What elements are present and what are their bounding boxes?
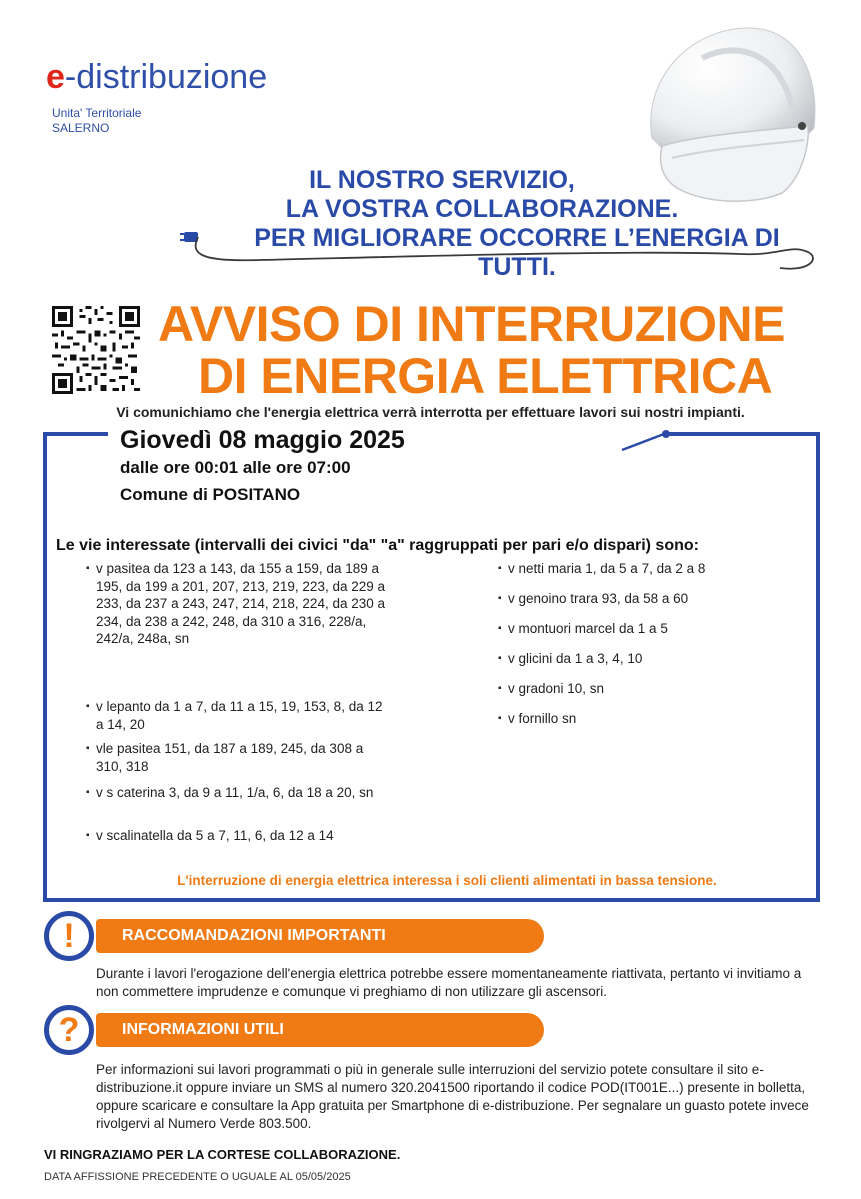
list-item: ▪ v genoino trara 93, da 58 a 60 <box>498 590 758 608</box>
slogan-line-3: PER MIGLIORARE OCCORRE L’ENERGIA DI TUTTI. <box>254 224 780 281</box>
notice-title-line-2: DI ENERGIA ELETTRICA <box>198 348 773 404</box>
recommendations-title: RACCOMANDAZIONI IMPORTANTI <box>96 919 544 953</box>
info-text: Per informazioni sui lavori programmati o più in generale sulle interruzioni del servizio potete consultare il sito e-distribuzione.it oppure inviare un SMS al numero 320.2041500 riportando il codice POD(IT001E...) presente in bolletta, oppure scaricare e consultare la App gratuita per Smartphone di e-distribuzione. Per segnalare un guasto potete invece rivolgervi al Numero Verde 803.500. <box>96 1062 809 1131</box>
list-item: ▪ v netti maria 1, da 5 a 7, da 2 a 8 <box>498 560 758 578</box>
slogan-line-1: IL NOSTRO SERVIZIO, <box>309 166 575 194</box>
frame-wire-icon <box>620 428 674 454</box>
logo-text: -distribuzione <box>64 58 268 96</box>
municipality: Comune di POSITANO <box>120 485 301 504</box>
unit-label: Unita' Territoriale <box>52 106 142 120</box>
frame-top-right <box>668 432 820 436</box>
frame-top-left <box>43 432 108 436</box>
qr-code <box>52 306 140 394</box>
interruption-date: Giovedì 08 maggio 2025 <box>120 426 405 454</box>
list-item: ▪ v montuori marcel da 1 a 5 <box>498 620 758 638</box>
list-item: ▪ v gradoni 10, sn <box>498 680 758 698</box>
low-tension-note: L'interruzione di energia elettrica interessa i soli clienti alimentati in bassa tensione. <box>177 873 717 888</box>
cable-plug-icon <box>180 224 820 284</box>
frame-right <box>816 432 820 902</box>
list-item: ▪ v glicini da 1 a 3, 4, 10 <box>498 650 758 668</box>
list-item: ▪ v lepanto da 1 a 7, da 11 a 15, 19, 153, 8, da 12 a 14, 20 <box>86 698 386 733</box>
frame-left <box>43 432 47 902</box>
frame-bottom <box>43 898 820 902</box>
thanks-line: VI RINGRAZIAMO PER LA CORTESE COLLABORAZIONE. <box>44 1147 401 1162</box>
territorial-unit <box>52 106 141 136</box>
question-icon: ? <box>44 1005 94 1055</box>
notice-title <box>150 298 850 402</box>
streets-heading: Le vie interessate (intervalli dei civici "da" "a" raggruppati per pari e/o dispari) sono: <box>56 537 699 554</box>
slogan-line-2: LA VOSTRA COLLABORAZIONE. <box>285 195 679 223</box>
list-item: ▪ v fornillo sn <box>498 710 758 728</box>
notice-title-line-1: AVVISO DI INTERRUZIONE <box>158 296 786 352</box>
list-item: ▪ v s caterina 3, da 9 a 11, 1/a, 6, da 18 a 20, sn <box>86 784 386 802</box>
list-item: ▪ v scalinatella da 5 a 7, 11, 6, da 12 a 14 <box>86 827 386 845</box>
streets-list-right <box>498 560 758 740</box>
notice-intro: Vi comunichiamo che l'energia elettrica verrà interrotta per effettuare lavori sui nostri impianti. <box>116 404 745 420</box>
unit-city: SALERNO <box>52 121 110 135</box>
interruption-hours: dalle ore 00:01 alle ore 07:00 <box>120 458 351 477</box>
posting-date: DATA AFFISSIONE PRECEDENTE O UGUALE AL 05/05/2025 <box>44 1171 351 1183</box>
list-item: ▪ vle pasitea 151, da 187 a 189, 245, da 308 a 310, 318 <box>86 740 386 775</box>
warning-icon: ! <box>44 911 94 961</box>
brand-logo <box>46 58 267 97</box>
recommendations-text: Durante i lavori l'erogazione dell'energia elettrica potrebbe essere momentaneamente riattivata, pertanto vi invitiamo a non commettere imprudenze e comunque vi preghiamo di non utilizzare gli ascensori. <box>96 966 802 999</box>
info-title: INFORMAZIONI UTILI <box>96 1013 544 1047</box>
logo-mark: e <box>46 58 65 96</box>
list-item: ▪ v pasitea da 123 a 143, da 155 a 159, da 189 a 195, da 199 a 201, 207, 213, 219, 223, da 229 a 233, da 237 a 243, 247, 214, 218, 224, da 230 a 234, da 238 a 242, 248, da 310 a 316, 228/a, 242/a, 248a, sn <box>86 560 386 648</box>
